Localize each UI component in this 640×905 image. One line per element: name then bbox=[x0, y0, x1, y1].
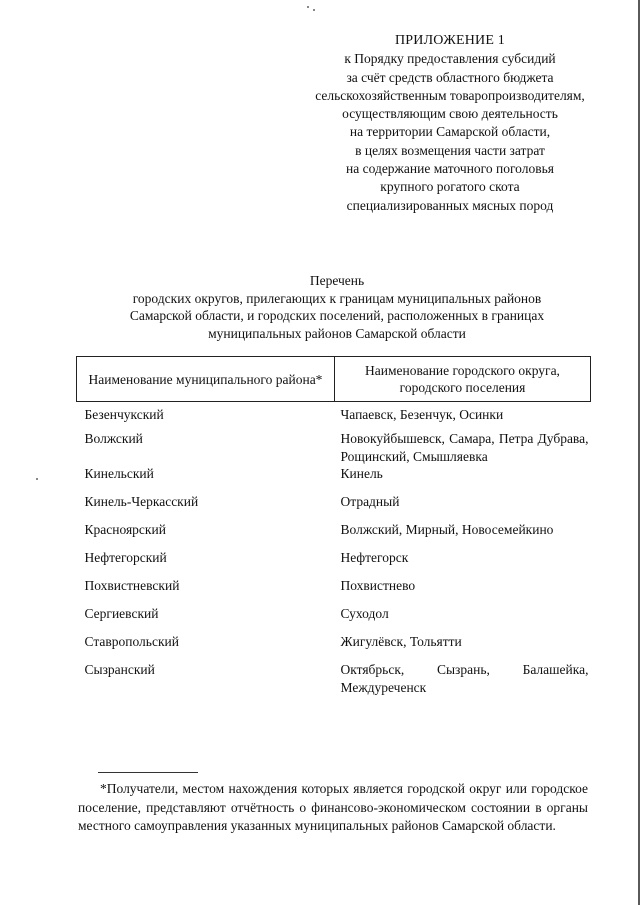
districts-table bbox=[76, 356, 591, 701]
heading-line: городских округов, прилегающих к границам муниципальных районов bbox=[132, 290, 542, 306]
settlement-cell: Жигулёвск, Тольятти bbox=[340, 634, 462, 649]
col-settlement-header: Наименование городского округа, городского поселения bbox=[335, 357, 591, 402]
settlement-cell: Новокуйбышевск, Самара, Петра Дубрава, Рощинский, Смышляевка bbox=[340, 431, 589, 464]
district-cell: Ставропольский bbox=[84, 634, 179, 649]
table-row bbox=[77, 577, 591, 605]
appendix-line: крупного рогатого скота bbox=[380, 179, 520, 195]
district-cell: Волжский bbox=[84, 431, 143, 446]
settlement-cell: Кинель bbox=[340, 466, 383, 481]
appendix-title: ПРИЛОЖЕНИЕ 1 bbox=[394, 33, 506, 48]
settlement-cell: Похвистнево bbox=[340, 578, 416, 593]
settlement-cell: Чапаевск, Безенчук, Осинки bbox=[340, 407, 504, 422]
table-row bbox=[77, 661, 591, 701]
col-district-header: Наименование муниципального района* bbox=[77, 357, 335, 402]
heading-title: Перечень bbox=[309, 273, 365, 288]
settlement-cell: Волжский, Мирный, Новосемейкино bbox=[340, 522, 554, 537]
settlement-cell: Нефтегорск bbox=[340, 550, 409, 565]
district-cell: Кинель-Черкасский bbox=[84, 494, 199, 509]
settlement-cell: Октябрьск, Сызрань, Балашейка, Междуреченск bbox=[340, 662, 589, 695]
footnote-text: *Получатели, местом нахождения которых является городской округ или городское поселение, представляют отчётность о финансово-экономическом состоянии в органы местного самоуправления указанных муниципальных районов Самарской области. bbox=[78, 781, 588, 833]
district-cell: Кинельский bbox=[84, 466, 154, 481]
list-heading bbox=[82, 272, 592, 342]
scan-speck bbox=[36, 478, 38, 480]
district-cell: Похвистневский bbox=[84, 578, 180, 593]
district-cell: Сызранский bbox=[84, 662, 155, 677]
appendix-line: осуществляющим свою деятельность bbox=[342, 106, 558, 122]
table-row bbox=[77, 633, 591, 661]
table-header-row bbox=[77, 357, 591, 402]
appendix-line: за счёт средств областного бюджета bbox=[346, 69, 554, 85]
table-row bbox=[77, 465, 591, 493]
table-row bbox=[77, 605, 591, 633]
appendix-line: на территории Самарской области, bbox=[349, 124, 551, 140]
district-cell: Безенчукский bbox=[84, 407, 164, 422]
heading-line: муниципальных районов Самарской области bbox=[208, 325, 466, 341]
appendix-line: к Порядку предоставления субсидий bbox=[344, 51, 556, 67]
appendix-block bbox=[270, 32, 630, 215]
table-row bbox=[77, 430, 591, 465]
district-cell: Сергиевский bbox=[84, 606, 159, 621]
district-cell: Красноярский bbox=[84, 522, 166, 537]
table-row bbox=[77, 402, 591, 431]
table-row bbox=[77, 493, 591, 521]
scan-speck bbox=[313, 9, 315, 11]
settlement-cell: Суходол bbox=[340, 606, 389, 621]
district-cell: Нефтегорский bbox=[84, 550, 167, 565]
appendix-line: на содержание маточного поголовья bbox=[346, 161, 554, 177]
appendix-line: специализированных мясных пород bbox=[346, 197, 554, 213]
footnote-divider bbox=[98, 772, 198, 773]
table-row bbox=[77, 549, 591, 577]
appendix-line: в целях возмещения части затрат bbox=[355, 142, 545, 158]
settlement-cell: Отрадный bbox=[340, 494, 400, 509]
appendix-line: сельскохозяйственным товаропроизводителям, bbox=[315, 87, 585, 103]
scan-speck bbox=[307, 6, 309, 8]
heading-line: Самарской области, и городских поселений, расположенных в границах bbox=[129, 308, 545, 323]
table-row bbox=[77, 521, 591, 549]
